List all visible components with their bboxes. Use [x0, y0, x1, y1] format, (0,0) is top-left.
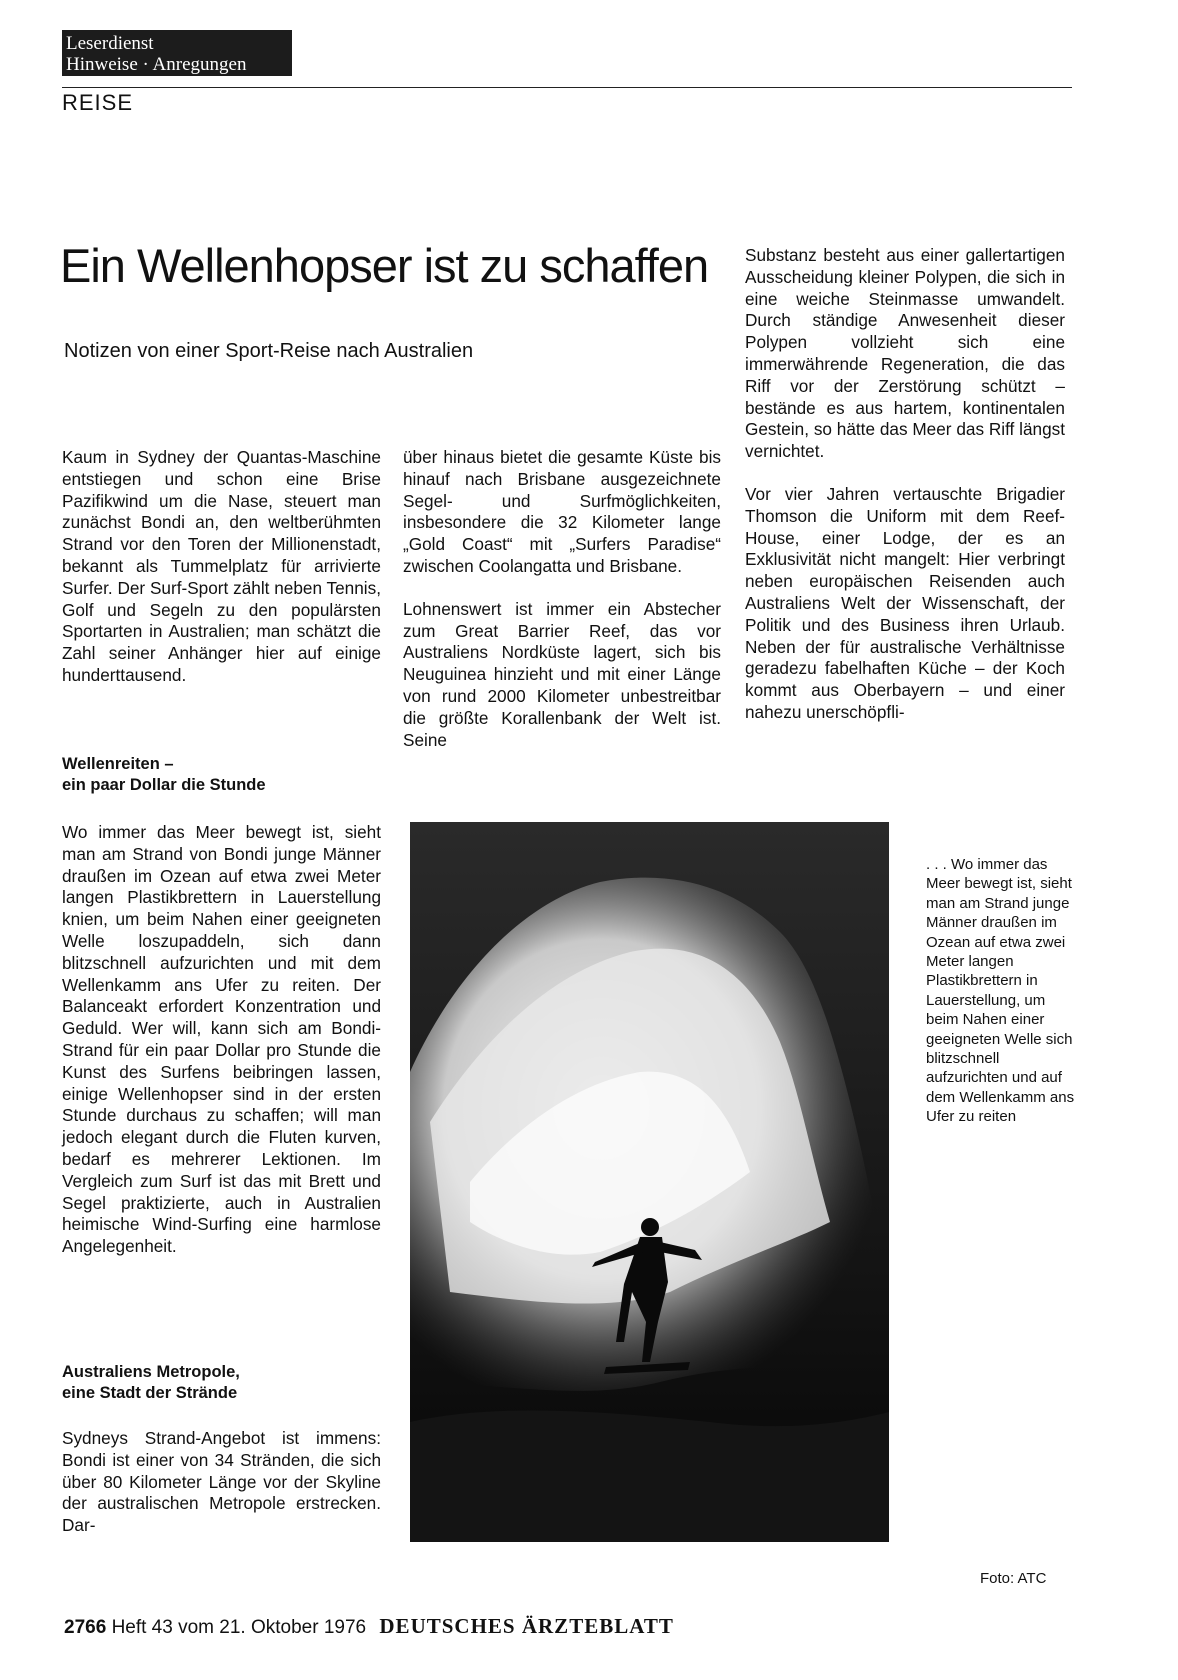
column-2 — [403, 447, 721, 751]
photo-caption: . . . Wo immer das Meer bewegt ist, sieht man am Strand junge Männer draußen im Ozean auf etwa zwei Meter langen Plastikbrettern in Lauerstellung, um beim Nahen einer geeigneten Welle sich blitzschnell aufzurichten und auf dem Wellenkamm ans Ufer zu reiten — [926, 856, 1075, 1126]
page-number: 2766 — [64, 1617, 107, 1638]
subheading-line: ein paar Dollar die Stunde — [62, 776, 266, 794]
column-3 — [745, 245, 1065, 724]
paragraph: Substanz besteht aus einer gallertartigen Ausscheidung kleiner Polypen, die sich in eine weiche Steinmasse umwandelt. Durch ständige Anwesenheit dieser Polypen vollzieht sich eine immerwährende Regeneration, die das Riff vor der Zerstörung schützt – bestände es aus hartem, kontinentalen Gestein, so hätte das Meer das Riff längst vernichtet. — [745, 245, 1065, 462]
article-subtitle: Notizen von einer Sport-Reise nach Australien — [64, 340, 474, 362]
paragraph: Vor vier Jahren vertauschte Brigadier Thomson die Uniform mit dem Reef-House, einer Lodge, der es an Exklusivität nicht mangelt: Hier verbringt neben europäischen Reisenden auch Australiens Welt der Wissenschaft, der Politik und des Business ihren Urlaub. Neben der für australische Verhältnisse geradezu fabelhaften Küche – der Koch kommt aus Oberbayern – und einer nahezu unerschöpfli- — [745, 483, 1065, 722]
column-1-top — [62, 447, 381, 687]
page-footer — [64, 1614, 674, 1639]
article-title: Ein Wellenhopser ist zu schaffen — [60, 239, 709, 292]
subheading-line: Wellenreiten – — [62, 755, 174, 773]
photo-credit: Foto: ATC — [980, 1570, 1047, 1587]
section-label: REISE — [62, 90, 134, 115]
issue-info: Heft 43 vom 21. Oktober 1976 — [111, 1617, 367, 1638]
subheading-wellenreiten — [62, 754, 381, 796]
badge-line-1: Leserdienst — [66, 33, 154, 54]
subheading-metropole — [62, 1362, 381, 1404]
header-rule — [62, 87, 1072, 88]
magazine-name: DEUTSCHES ÄRZTEBLATT — [379, 1614, 674, 1638]
paragraph: Lohnenswert ist immer ein Abstecher zum Great Barrier Reef, das vor Australiens Nordküste lagert, sich bis Neuguinea hinzieht und mit einer Länge von rund 2000 Kilometer unbestreitbar die größte Korallenbank der Welt ist. Seine — [403, 598, 721, 750]
section-badge — [62, 30, 292, 76]
column-1-bottom — [62, 1428, 381, 1537]
surfer-wave-image — [410, 822, 889, 1542]
surfer-photo — [410, 822, 889, 1542]
subheading-line: Australiens Metropole, — [62, 1363, 240, 1381]
paragraph: über hinaus bietet die gesamte Küste bis hinauf nach Brisbane ausgezeichnete Segel- und Surfmöglichkeiten, insbesondere die 32 Kilometer lange „Gold Coast“ mit „Surfers Paradise“ zwischen Coolangatta und Brisbane. — [403, 447, 721, 576]
paragraph: Kaum in Sydney der Quantas-Maschine entstiegen und schon eine Brise Pazifikwind um die Nase, steuert man zunächst Bondi an, den weltberühmten Strand vor den Toren der Millionenstadt, bekannt als Tummelplatz für arrivierte Surfer. Der Surf-Sport zählt neben Tennis, Golf und Segeln zu den populärsten Sportarten in Australien; man schätzt die Zahl seiner Anhänger hier auf einige hunderttausend. — [62, 447, 381, 685]
paragraph: Wo immer das Meer bewegt ist, sieht man am Strand von Bondi junge Männer draußen im Ozean auf etwa zwei Meter langen Plastikbrettern in Lauerstellung knien, um beim Nahen einer geeigneten Welle loszupaddeln, sich dann blitzschnell aufzurichten und mit dem Wellenkamm ans Ufer zu reiten. Der Balanceakt erfordert Konzentration und Geduld. Wer will, kann sich am Bondi-Strand für ein paar Dollar pro Stunde die Kunst des Surfens beibringen lassen, einige Wellenhopser sind in der ersten Stunde durchaus zu schaffen; will man jedoch elegant durch die Fluten kurven, bedarf es mehrerer Lektionen. Im Vergleich zum Surf ist das mit Brett und Segel praktizierte, auch in Australien heimische Wind-Surfing eine harmlose Angelegenheit. — [62, 822, 381, 1257]
column-1-middle — [62, 822, 381, 1258]
paragraph: Sydneys Strand-Angebot ist immens: Bondi ist einer von 34 Stränden, die sich über 80 Kilometer Länge vor der Skyline der australischen Metropole erstrecken. Dar- — [62, 1428, 381, 1536]
badge-line-2: Hinweise · Anregungen — [66, 54, 247, 75]
subheading-line: eine Stadt der Strände — [62, 1384, 238, 1402]
